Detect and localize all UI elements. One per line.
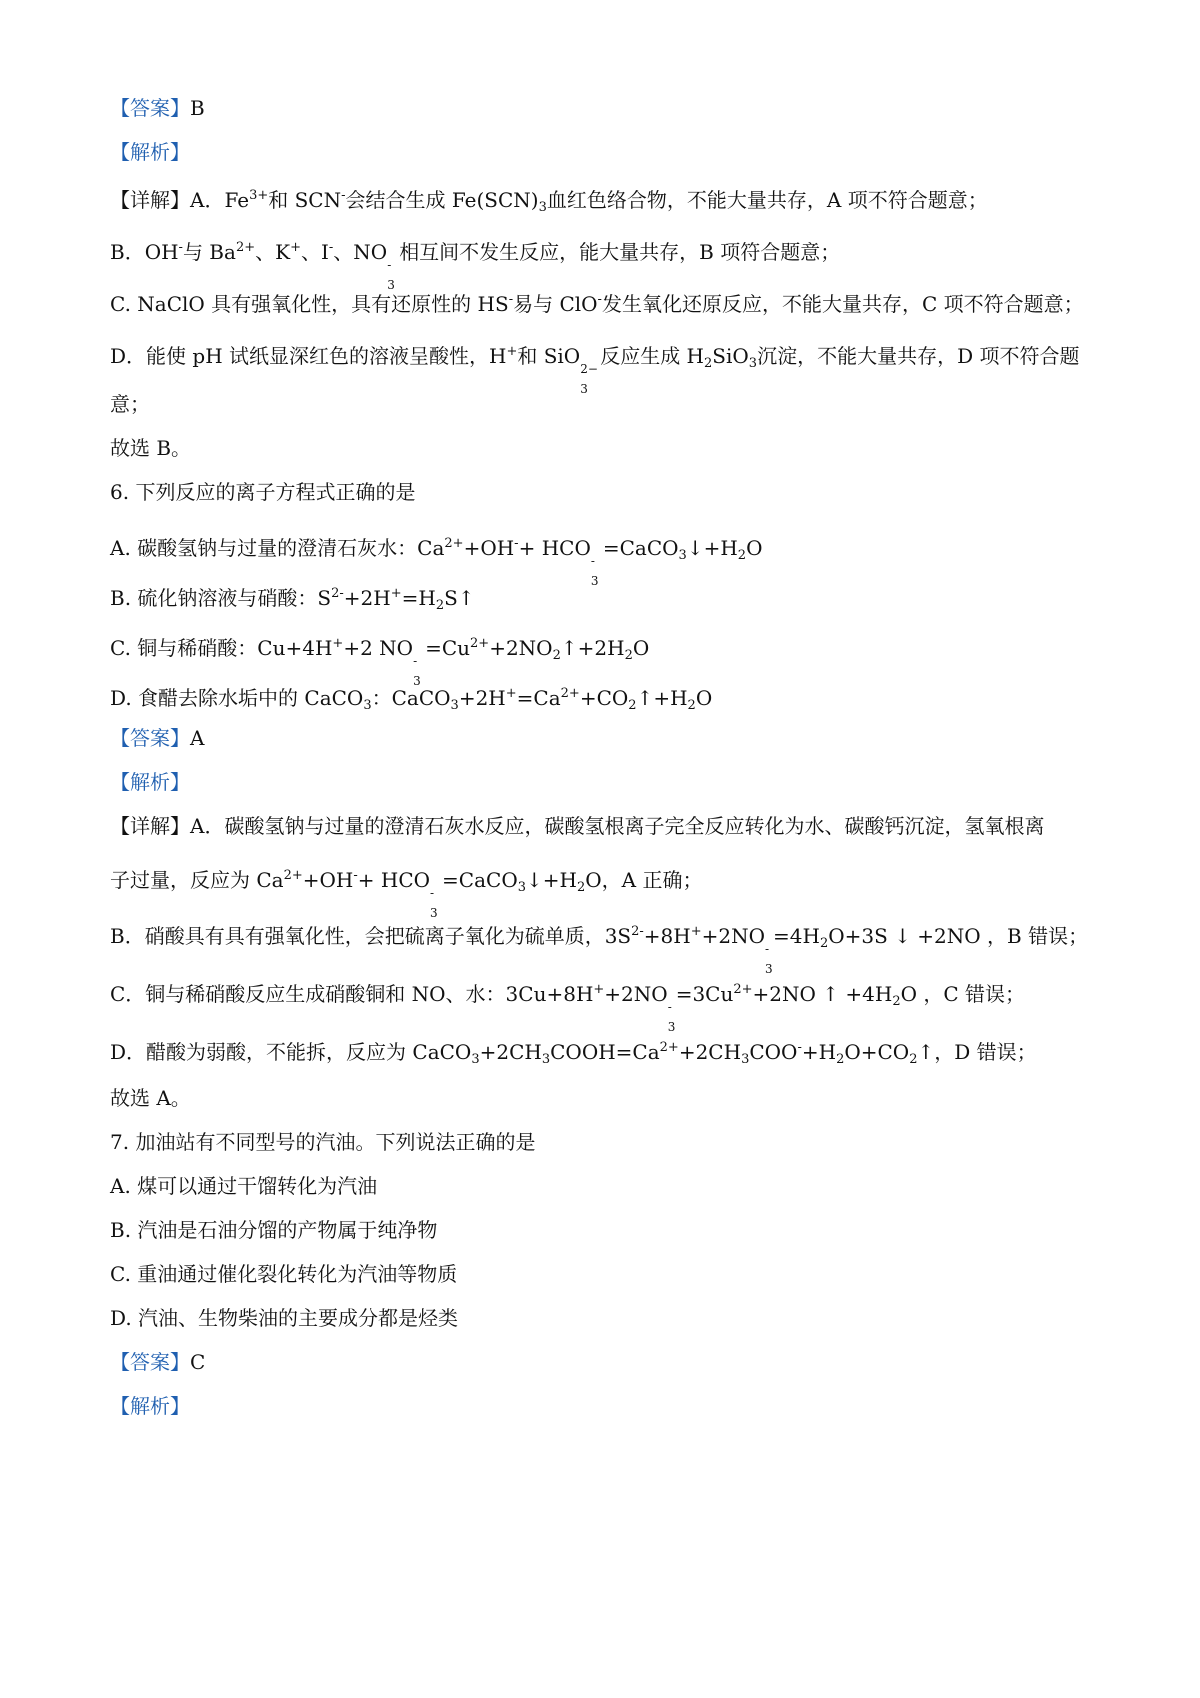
superscript: 2+ bbox=[470, 636, 490, 651]
ion-charge: - bbox=[765, 942, 770, 956]
analysis-tag: 【解析】 bbox=[110, 770, 190, 794]
text-span: S↑ bbox=[444, 586, 475, 610]
subscript: 3 bbox=[538, 200, 547, 215]
text-span: 与 Ba bbox=[182, 240, 236, 264]
detail-line-d-6 bbox=[110, 1034, 1100, 1074]
text-span: 子过量，反应为 Ca bbox=[110, 868, 284, 892]
text-span: +2NO bbox=[701, 924, 766, 948]
ion-charge: 2− bbox=[580, 362, 598, 376]
text-span: O+3S ↓ +2NO ，B 错误； bbox=[828, 924, 1089, 948]
text-span: C. NaClO 具有强氧化性，具有还原性的 HS bbox=[110, 292, 509, 316]
subscript: 3 bbox=[471, 1052, 480, 1067]
text-span: ↑+H bbox=[636, 686, 688, 710]
superscript: + bbox=[290, 240, 301, 255]
text-span: B．硝酸具有具有强氧化性，会把硫离子氧化为硫单质，3S bbox=[110, 924, 632, 948]
superscript: - bbox=[597, 292, 602, 307]
text-span: 6. 下列反应的离子方程式正确的是 bbox=[110, 480, 416, 504]
detail-line-b-5 bbox=[110, 234, 1100, 292]
text-span: 相互间不发生反应，能大量共存，B 项符合题意； bbox=[399, 240, 841, 264]
superscript: + bbox=[690, 924, 702, 939]
ion-subscript: 3 bbox=[430, 906, 438, 920]
text-span: 、NO bbox=[333, 240, 388, 264]
ion-charge: - bbox=[387, 258, 392, 272]
text-span: B. 汽油是石油分馏的产物属于纯净物 bbox=[110, 1218, 438, 1242]
text-span: A. 碳酸氢钠与过量的澄清石灰水：Ca bbox=[110, 536, 445, 560]
ion-subscript: 3 bbox=[580, 382, 588, 396]
superscript: - bbox=[514, 536, 519, 551]
subscript: 2 bbox=[892, 994, 901, 1009]
text-span: +2NO bbox=[604, 982, 668, 1006]
text-span: +H bbox=[801, 1040, 837, 1064]
subscript: 2 bbox=[704, 356, 713, 371]
text-span: 会结合生成 Fe(SCN) bbox=[345, 188, 539, 212]
text-span: +CO bbox=[579, 686, 629, 710]
subscript: 2 bbox=[836, 1052, 845, 1067]
question-7-option-d bbox=[110, 1304, 1100, 1332]
text-span: 沉淀，不能大量共存，D 项不符合题 bbox=[757, 344, 1080, 368]
superscript: 2- bbox=[331, 586, 344, 601]
subscript: 2 bbox=[687, 698, 696, 713]
answer-value: A bbox=[190, 726, 205, 750]
text-span: D. 汽油、生物柴油的主要成分都是烃类 bbox=[110, 1306, 459, 1330]
superscript: - bbox=[328, 240, 334, 255]
text-span: 7. 加油站有不同型号的汽油。下列说法正确的是 bbox=[110, 1130, 536, 1154]
superscript: - bbox=[341, 188, 346, 203]
answer-value: B bbox=[190, 96, 205, 120]
conclusion-5 bbox=[110, 434, 1100, 462]
text-span: =H bbox=[401, 586, 436, 610]
text-span: 故选 B。 bbox=[110, 436, 192, 460]
answer-tag: 【答案】 bbox=[110, 1350, 190, 1374]
subscript: 3 bbox=[517, 880, 527, 895]
superscript: 2+ bbox=[283, 868, 303, 883]
answer-line-5 bbox=[110, 94, 1100, 122]
ion-subscript: 3 bbox=[387, 278, 395, 292]
question-7-option-c bbox=[110, 1260, 1100, 1288]
subscript: 2 bbox=[909, 1052, 918, 1067]
analysis-tag: 【解析】 bbox=[110, 1394, 190, 1418]
text-span: +2NO bbox=[489, 636, 553, 660]
text-span: +OH bbox=[463, 536, 515, 560]
text-span: B. 硫化钠溶液与硝酸：S bbox=[110, 586, 332, 610]
text-span: B．OH bbox=[110, 240, 179, 264]
text-span: 易与 ClO bbox=[513, 292, 598, 316]
question-6-option-b bbox=[110, 580, 1100, 620]
answer-tag: 【答案】 bbox=[110, 96, 190, 120]
text-span: ↓+H bbox=[686, 536, 738, 560]
text-span: 和 SiO bbox=[517, 344, 581, 368]
text-span: =Cu bbox=[425, 636, 471, 660]
text-span: ：CaCO bbox=[371, 686, 451, 710]
ion-charge: - bbox=[590, 554, 595, 568]
text-span: O+CO bbox=[844, 1040, 910, 1064]
text-span: +2 NO bbox=[343, 636, 414, 660]
text-span: O bbox=[695, 686, 713, 710]
text-span: ↑+2H bbox=[560, 636, 625, 660]
text-span: ↓+H bbox=[526, 868, 577, 892]
superscript: + bbox=[390, 586, 402, 601]
text-span: C. 重油通过催化裂化转化为汽油等物质 bbox=[110, 1262, 458, 1286]
superscript: 2+ bbox=[235, 240, 256, 255]
detail-line-a-5 bbox=[110, 182, 1100, 222]
detail-tag: 【详解】 bbox=[110, 814, 190, 838]
text-span: =CaCO bbox=[442, 868, 518, 892]
subscript: 3 bbox=[741, 1052, 750, 1067]
detail-line-d-5 bbox=[110, 338, 1100, 396]
subscript: 2 bbox=[737, 548, 747, 563]
detail-line-b-6 bbox=[110, 918, 1100, 976]
superscript: - bbox=[508, 292, 514, 307]
text-span: COOH=Ca bbox=[550, 1040, 660, 1064]
detail-line-c-5 bbox=[110, 286, 1100, 318]
detail-line-a-cont-6 bbox=[110, 862, 1100, 920]
text-span: 故选 A。 bbox=[110, 1086, 191, 1110]
text-span: +8H bbox=[643, 924, 691, 948]
text-span: 、K bbox=[255, 240, 291, 264]
question-6-stem bbox=[110, 478, 1100, 506]
ion-subscript: 3 bbox=[667, 1020, 676, 1034]
text-span: +OH bbox=[302, 868, 354, 892]
ion-charge: - bbox=[413, 654, 418, 668]
superscript: + bbox=[505, 686, 517, 701]
superscript: 2+ bbox=[733, 982, 753, 997]
text-span: =4H bbox=[773, 924, 820, 948]
superscript: - bbox=[178, 240, 183, 255]
text-span: 发生氧化还原反应，不能大量共存，C 项不符合题意； bbox=[601, 292, 1084, 316]
question-7-option-a bbox=[110, 1172, 1100, 1200]
superscript: 2+ bbox=[560, 686, 580, 701]
text-span: C．铜与稀硝酸反应生成硝酸铜和 NO、水：3Cu+8H bbox=[110, 982, 594, 1006]
superscript: + bbox=[593, 982, 605, 997]
answer-value: C bbox=[190, 1350, 206, 1374]
superscript: + bbox=[506, 344, 518, 359]
text-span: 反应生成 H bbox=[600, 344, 705, 368]
subscript: 2 bbox=[435, 598, 445, 613]
superscript: + bbox=[332, 636, 344, 651]
text-span: SiO bbox=[712, 344, 749, 368]
conclusion-6 bbox=[110, 1084, 1100, 1112]
subscript: 2 bbox=[624, 648, 633, 663]
question-7-stem bbox=[110, 1128, 1100, 1156]
superscript: 2- bbox=[631, 924, 644, 939]
text-span: +2CH bbox=[479, 1040, 542, 1064]
subscript: 3 bbox=[748, 356, 758, 371]
text-span: +2NO ↑ +4H bbox=[752, 982, 893, 1006]
analysis-heading-6 bbox=[110, 768, 1100, 796]
subscript: 3 bbox=[363, 698, 372, 713]
text-span: =CaCO bbox=[602, 536, 679, 560]
analysis-heading-7 bbox=[110, 1392, 1100, 1420]
subscript: 3 bbox=[450, 698, 459, 713]
text-span: =3Cu bbox=[675, 982, 734, 1006]
text-span: D．醋酸为弱酸，不能拆，反应为 CaCO bbox=[110, 1040, 472, 1064]
analysis-heading-5 bbox=[110, 138, 1100, 166]
text-span: =Ca bbox=[516, 686, 561, 710]
answer-line-6 bbox=[110, 724, 1100, 752]
superscript: - bbox=[797, 1040, 802, 1055]
text-span: 、I bbox=[300, 240, 329, 264]
text-span: +2CH bbox=[678, 1040, 742, 1064]
text-span: A. 煤可以通过干馏转化为汽油 bbox=[110, 1174, 378, 1198]
ion-subscript: 3 bbox=[765, 962, 773, 976]
text-span: D．能使 pH 试纸显深红色的溶液呈酸性，H bbox=[110, 344, 507, 368]
subscript: 2 bbox=[576, 880, 586, 895]
ion-charge: - bbox=[430, 886, 435, 900]
text-span: O bbox=[632, 636, 650, 660]
subscript: 3 bbox=[541, 1052, 551, 1067]
question-6-option-d bbox=[110, 680, 1100, 720]
superscript: 2+ bbox=[659, 1040, 679, 1055]
text-span: + HCO bbox=[357, 868, 431, 892]
text-span: 和 SCN bbox=[268, 188, 342, 212]
text-span: COO bbox=[749, 1040, 798, 1064]
text-span: 意； bbox=[110, 392, 150, 416]
text-span: +2H bbox=[458, 686, 506, 710]
superscript: - bbox=[353, 868, 358, 883]
superscript: 2+ bbox=[444, 536, 464, 551]
text-span: A．碳酸氢钠与过量的澄清石灰水反应，碳酸氢根离子完全反应转化为水、碳酸钙沉淀，氢氧根离 bbox=[190, 814, 1045, 838]
text-span: O ，C 错误； bbox=[900, 982, 1026, 1006]
ion-charge: - bbox=[667, 1000, 672, 1014]
text-span: ↑，D 错误； bbox=[917, 1040, 1037, 1064]
superscript: 3+ bbox=[249, 188, 269, 203]
subscript: 2 bbox=[552, 648, 561, 663]
answer-tag: 【答案】 bbox=[110, 726, 190, 750]
text-span: 血红色络合物，不能大量共存，A 项不符合题意； bbox=[546, 188, 988, 212]
subscript: 2 bbox=[628, 698, 637, 713]
text-span: D. 食醋去除水垢中的 CaCO bbox=[110, 686, 364, 710]
question-7-option-b bbox=[110, 1216, 1100, 1244]
analysis-tag: 【解析】 bbox=[110, 140, 190, 164]
ion-subscript: 3 bbox=[413, 674, 421, 688]
subscript: 2 bbox=[819, 936, 829, 951]
text-span: A．Fe bbox=[190, 188, 250, 212]
question-6-option-c bbox=[110, 630, 1100, 688]
detail-tag: 【详解】 bbox=[110, 188, 190, 212]
detail-line-a-6 bbox=[110, 812, 1100, 840]
subscript: 3 bbox=[678, 548, 687, 563]
text-span: +2H bbox=[343, 586, 391, 610]
detail-line-c-6 bbox=[110, 976, 1100, 1034]
text-span: C. 铜与稀硝酸：Cu+4H bbox=[110, 636, 333, 660]
answer-line-7 bbox=[110, 1348, 1100, 1376]
question-6-option-a bbox=[110, 530, 1100, 588]
text-span: O，A 正确； bbox=[585, 868, 703, 892]
text-span: + HCO bbox=[518, 536, 591, 560]
ion-subscript: 3 bbox=[590, 574, 599, 588]
detail-line-d-cont-5 bbox=[110, 390, 1100, 418]
text-span: O bbox=[746, 536, 763, 560]
